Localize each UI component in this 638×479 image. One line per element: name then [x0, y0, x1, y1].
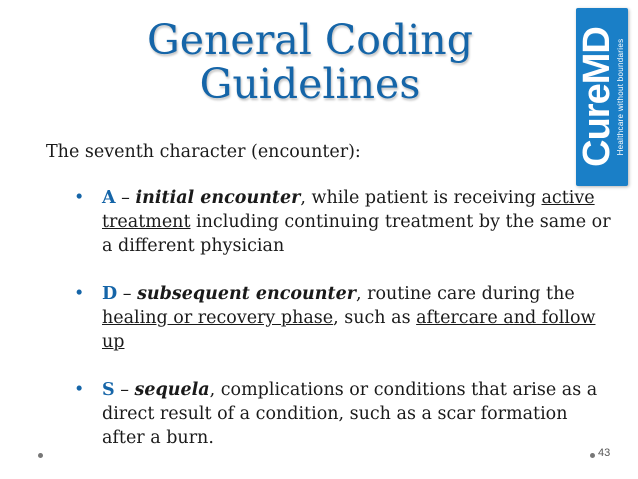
- bullet-letter: S: [102, 380, 115, 400]
- footer-dot-right-icon: [590, 453, 595, 458]
- bullet-item-s: [74, 378, 614, 450]
- bullet-term: initial encounter: [135, 188, 301, 208]
- bullet-dash: –: [114, 380, 135, 400]
- bullet-underlined: active treatment: [102, 188, 595, 232]
- intro-text: The seventh character (encounter):: [46, 142, 361, 162]
- bullet-text: , routine care during the: [355, 284, 575, 304]
- bullet-text: , such as: [333, 308, 417, 328]
- slide-title: [100, 18, 520, 106]
- bullet-dot-icon: •: [74, 380, 85, 400]
- page-number: 43: [598, 447, 611, 459]
- bullet-dot-icon: •: [74, 188, 85, 208]
- bullet-text: including continuing treatment by the same or a different physician: [102, 212, 611, 256]
- bullet-item-d: [74, 282, 614, 354]
- logo-tagline: Healthcare without boundaries: [616, 38, 625, 156]
- logo-text: [578, 27, 626, 167]
- bullet-dash: –: [117, 284, 138, 304]
- bullet-underlined: aftercare and follow up: [102, 308, 596, 352]
- bullet-underlined: healing or recovery phase: [102, 308, 334, 328]
- bullet-term: subsequent encounter: [137, 284, 356, 304]
- bullet-dash: –: [115, 188, 136, 208]
- bullet-item-a: [74, 186, 614, 258]
- title-line-1: General Coding: [147, 16, 473, 64]
- footer-dot-left-icon: [38, 453, 43, 458]
- bullet-letter: D: [102, 284, 118, 304]
- bullet-term: sequela: [134, 380, 210, 400]
- bullet-dot-icon: •: [74, 284, 85, 304]
- bullet-text: , complications or conditions that arise as a direct result of a condition, such as a scar formation after a burn.: [102, 380, 598, 448]
- logo-word: CureMD: [576, 27, 618, 167]
- curemd-logo: [576, 8, 628, 186]
- bullet-list: [74, 186, 614, 474]
- title-line-2: Guidelines: [199, 60, 421, 108]
- bullet-text: , while patient is receiving: [300, 188, 542, 208]
- bullet-letter: A: [102, 188, 116, 208]
